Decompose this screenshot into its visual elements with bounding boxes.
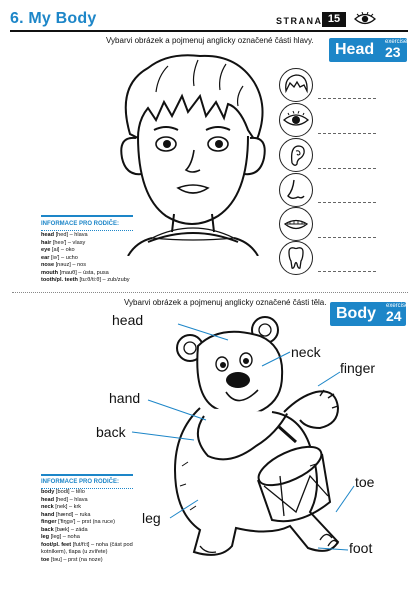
label-leg: leg xyxy=(142,510,161,526)
head-instruction: Vybarvi obrázek a pojmenuj anglicky označené části hlavy. xyxy=(106,36,314,45)
mouth-icon xyxy=(279,207,313,241)
label-finger: finger xyxy=(340,360,376,376)
info-item-word: neck xyxy=(41,504,54,510)
info-item xyxy=(41,247,141,255)
info-title: INFORMACE PRO RODIČE: xyxy=(41,221,119,227)
info-item-word: body xyxy=(41,489,55,495)
answer-blank-4[interactable] xyxy=(318,202,376,203)
info-item-word: hand xyxy=(41,511,55,518)
label-back: back xyxy=(96,424,126,440)
info-item-translation: [təu] – prst (na noze) xyxy=(49,556,103,563)
info-item xyxy=(41,527,141,535)
info-item-translation: [hænd] – ruka xyxy=(54,511,91,518)
info-item-translation: [iə'] – ucho xyxy=(49,254,78,261)
info-item-translation: [nəuz] – nos xyxy=(54,262,87,268)
strana-label: STRANA xyxy=(276,16,323,26)
info-item xyxy=(41,534,141,542)
info-rule xyxy=(41,229,133,231)
info-item-translation: [ai] – oko xyxy=(50,247,75,253)
ear-icon xyxy=(279,138,313,172)
info-item xyxy=(41,504,141,512)
info-item-word: eye xyxy=(41,247,51,253)
page-number: 15 xyxy=(322,12,346,27)
info-item xyxy=(41,542,141,557)
info-item xyxy=(41,255,141,263)
page-title: 6. My Body xyxy=(10,10,97,27)
info-item xyxy=(41,270,141,278)
exercise-title: Body xyxy=(336,305,376,322)
info-item-word: head xyxy=(41,232,55,238)
hair-icon xyxy=(279,68,313,102)
exercise-title: Head xyxy=(335,41,375,58)
label-toe: toe xyxy=(355,474,375,490)
answer-blank-5[interactable] xyxy=(318,237,376,238)
info-item xyxy=(41,519,141,527)
info-item-translation: [tu:θ/ti:θ] – zub/zuby xyxy=(77,277,130,283)
info-item xyxy=(41,512,141,520)
eye-icon xyxy=(354,12,376,26)
exercise-label: exercise xyxy=(385,39,408,45)
info-item-translation: [hed] – hlava xyxy=(54,232,88,238)
info-item-word: nose xyxy=(41,262,55,268)
answer-blank-6[interactable] xyxy=(318,271,376,272)
info-rule-top xyxy=(41,215,133,217)
answer-blank-2[interactable] xyxy=(318,133,376,134)
header-rule xyxy=(10,30,408,32)
nose-icon xyxy=(279,173,313,207)
info-item-word: back xyxy=(41,526,54,533)
info-item-translation: [bæk] – záda xyxy=(53,526,88,533)
label-foot: foot xyxy=(349,540,373,556)
info-item-translation: ['fiŋgə'] – prst (na ruce) xyxy=(56,519,115,525)
body-info-list xyxy=(41,489,141,564)
info-item xyxy=(41,262,141,270)
body-instruction: Vybarvi obrázek a pojmenuj anglicky označené části těla. xyxy=(124,298,327,307)
info-item-word: hair xyxy=(41,239,52,246)
exercise-23-badge xyxy=(329,38,407,62)
info-title: INFORMACE PRO RODIČE: xyxy=(41,479,119,485)
info-item-word: head xyxy=(41,496,55,503)
info-item xyxy=(41,240,141,248)
label-hand: hand xyxy=(109,390,141,406)
info-rule-top xyxy=(41,474,133,476)
answer-blank-3[interactable] xyxy=(318,168,376,169)
exercise-number: 23 xyxy=(385,44,401,60)
tooth-icon xyxy=(279,241,313,275)
info-item-translation: [heə'] – vlasy xyxy=(51,239,86,246)
info-item-translation: [hed] – hlava xyxy=(54,496,88,503)
exercise-number: 24 xyxy=(386,308,402,324)
info-item-translation: [mauθ] – ústa, pusa xyxy=(58,269,109,276)
info-item-translation: [bodi] – tělo xyxy=(54,489,85,495)
info-item-translation: [fut/fi:t] – noha (část pod kotníkem), tlapa (u zvířete) xyxy=(41,541,133,555)
info-item-translation: [leg] – noha xyxy=(49,534,80,540)
info-item-word: finger xyxy=(41,519,57,525)
info-item-word: ear xyxy=(41,254,50,261)
info-item xyxy=(41,497,141,505)
info-item xyxy=(41,557,141,565)
info-item-word: toe xyxy=(41,556,50,563)
boy-head-illustration xyxy=(108,46,278,256)
info-item-word: mouth xyxy=(41,269,59,276)
eye-icon xyxy=(279,103,313,137)
label-head: head xyxy=(112,312,144,328)
info-item-translation: [nek] – krk xyxy=(53,504,82,510)
info-item xyxy=(41,277,141,285)
info-item-word: leg xyxy=(41,534,50,540)
section-divider xyxy=(12,291,408,293)
info-item xyxy=(41,232,141,240)
answer-blank-1[interactable] xyxy=(318,98,376,99)
info-item xyxy=(41,489,141,497)
info-item-word: tooth/pl. teeth xyxy=(41,277,78,283)
head-info-list xyxy=(41,232,141,285)
label-neck: neck xyxy=(291,344,321,360)
info-item-word: foot/pl. feet xyxy=(41,541,72,548)
exercise-label: exercise xyxy=(386,303,409,309)
